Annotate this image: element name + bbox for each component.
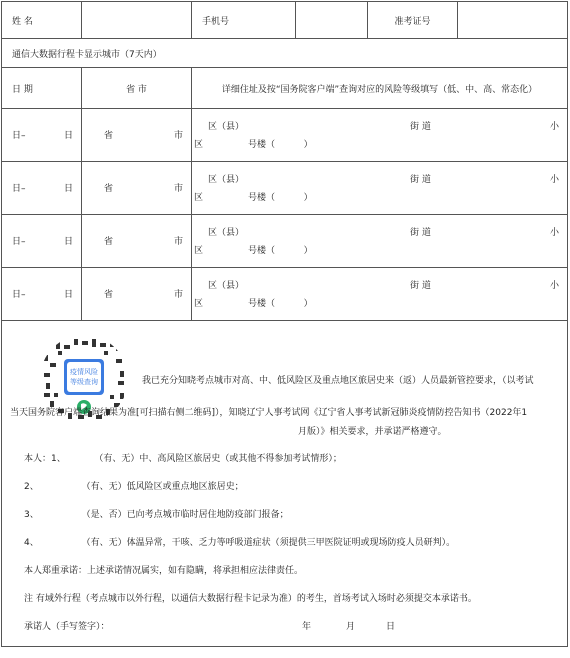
date-cell[interactable]: 日– 日 (2, 268, 82, 321)
province-city-cell[interactable]: 省 市 (82, 268, 192, 321)
solemn-promise: 本人郑重承诺：上述承诺情况属实，如有隐瞒，将承担相应法律责任。 (24, 566, 304, 576)
exam-number-label: 准考证号 (368, 2, 458, 39)
commitment-item-3: 3、 （是、否）已向考点城市临时居住地防疫部门报备； (24, 510, 289, 520)
detail-column-header: 详细住址及按“国务院客户端”查询对应的风险等级填写（低、中、高、常态化） (192, 68, 568, 109)
statement-line-2: 当天国务院客户端查询结果为准[可扫描右侧二维码]），知晓辽宁人事考试网《辽宁省人事考试新冠肺炎疫情防控告知书（2022年1 (10, 408, 528, 418)
province-city-cell[interactable]: 省 市 (82, 109, 192, 162)
phone-label: 手机号 (192, 2, 296, 39)
commitment-item-4: 4、 （有、无）体温异常，干咳、乏力等呼吸道症状（须提供三甲医院证明或现场防疫人员研判）。 (24, 538, 456, 548)
day-label: 日 (386, 622, 396, 632)
name-field[interactable] (82, 2, 192, 39)
address-cell[interactable]: 区（县） 街 道 小 区 号楼（ ） (192, 162, 568, 215)
travel-note: 注 有域外行程（考点城市以外行程，以通信大数据行程卡记录为准）的考生，首场考试入场时必须提交本承诺书。 (24, 594, 477, 604)
year-label: 年 (302, 622, 312, 632)
date-cell[interactable]: 日– 日 (2, 109, 82, 162)
exam-number-field[interactable] (458, 2, 568, 39)
date-cell[interactable]: 日– 日 (2, 162, 82, 215)
svg-text:疫情风险: 疫情风险 (70, 368, 98, 376)
travel-row[interactable] (2, 268, 568, 321)
travel-row[interactable] (2, 109, 568, 162)
address-cell[interactable]: 区（县） 街 道 小 区 号楼（ ） (192, 109, 568, 162)
form-table (1, 1, 568, 647)
header-row (2, 2, 568, 39)
date-column-header: 日 期 (2, 68, 82, 109)
month-label: 月 (346, 622, 356, 632)
signer-label: 承诺人（手写签字）： (24, 622, 110, 632)
statement-line-3: 月版）》相关要求，并承诺严格遵守。 (298, 427, 447, 437)
address-cell[interactable]: 区（县） 街 道 小 区 号楼（ ） (192, 215, 568, 268)
phone-field[interactable] (296, 2, 368, 39)
column-header-row (2, 68, 568, 109)
commitment-section (2, 321, 568, 647)
address-cell[interactable]: 区（县） 街 道 小 区 号楼（ ） (192, 268, 568, 321)
commitment-item-1: 本人：1、 （有、无）中、高风险区旅居史（或其他不得参加考试情形）； (24, 454, 342, 464)
travel-card-note: 通信大数据行程卡显示城市（7天内） (2, 39, 568, 68)
province-city-cell[interactable]: 省 市 (82, 162, 192, 215)
statement-line-1: 我已充分知晓考点城市对高、中、低风险区及重点地区旅居史来（返）人员最新管控要求，（以考试 (142, 376, 534, 386)
province-city-column-header: 省 市 (82, 68, 192, 109)
province-city-cell[interactable]: 省 市 (82, 215, 192, 268)
svg-text:等级查询: 等级查询 (70, 378, 98, 386)
name-label: 姓 名 (2, 2, 82, 39)
travel-row[interactable] (2, 162, 568, 215)
commitment-item-2: 2、 （有、无）低风险区或重点地区旅居史； (24, 482, 244, 492)
commitment-form (1, 1, 569, 656)
date-cell[interactable]: 日– 日 (2, 215, 82, 268)
travel-row[interactable] (2, 215, 568, 268)
